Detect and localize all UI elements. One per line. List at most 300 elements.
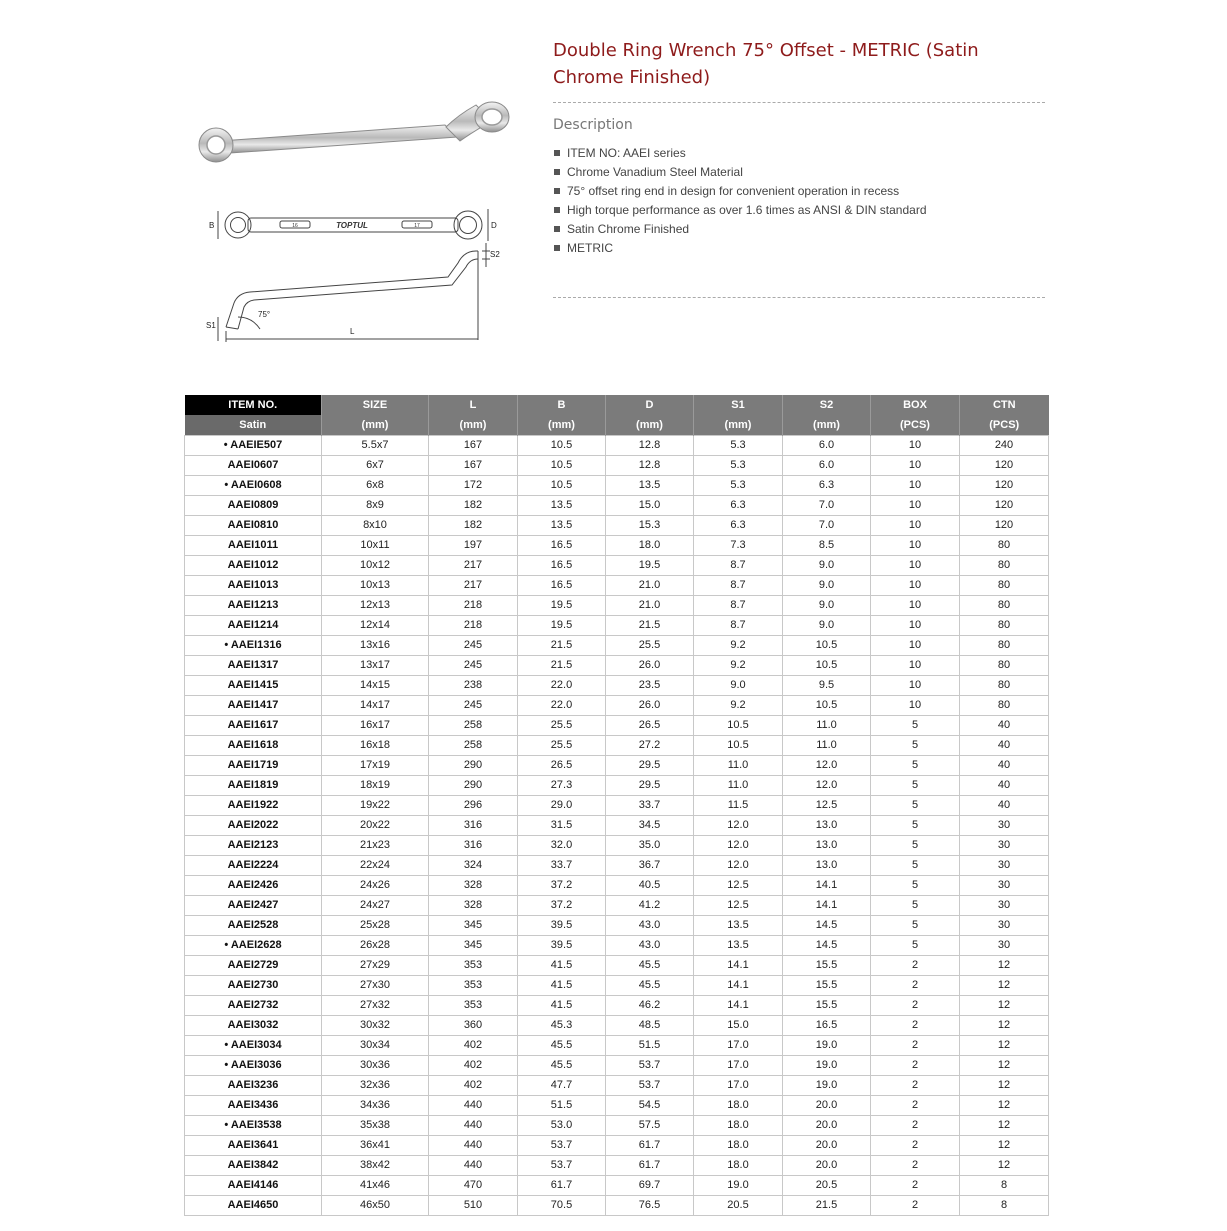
table-cell: 19.0 bbox=[783, 1056, 871, 1076]
table-cell: 34.5 bbox=[606, 816, 694, 836]
item-number-cell: AAEI1617 bbox=[185, 716, 322, 736]
item-number-cell: AAEI2022 bbox=[185, 816, 322, 836]
column-header: L bbox=[429, 395, 518, 415]
item-number-cell: AAEI1013 bbox=[185, 576, 322, 596]
table-cell: 16x18 bbox=[322, 736, 429, 756]
table-cell: 20.5 bbox=[694, 1196, 783, 1216]
item-number-cell: • AAEI2628 bbox=[185, 936, 322, 956]
table-cell: 2 bbox=[871, 1056, 960, 1076]
table-cell: 30 bbox=[960, 916, 1049, 936]
table-cell: 40 bbox=[960, 736, 1049, 756]
table-row bbox=[185, 736, 1049, 756]
table-cell: 14x15 bbox=[322, 676, 429, 696]
table-cell: 33.7 bbox=[518, 856, 606, 876]
table-cell: 245 bbox=[429, 696, 518, 716]
table-cell: 12 bbox=[960, 1096, 1049, 1116]
table-cell: 2 bbox=[871, 1016, 960, 1036]
table-cell: 12x13 bbox=[322, 596, 429, 616]
table-cell: 5.3 bbox=[694, 476, 783, 496]
table-cell: 40 bbox=[960, 716, 1049, 736]
table-cell: 25x28 bbox=[322, 916, 429, 936]
item-number-cell: AAEI1719 bbox=[185, 756, 322, 776]
table-cell: 80 bbox=[960, 596, 1049, 616]
table-cell: 14.1 bbox=[694, 996, 783, 1016]
description-text: METRIC bbox=[567, 241, 613, 255]
table-cell: 14.5 bbox=[783, 916, 871, 936]
table-cell: 12 bbox=[960, 996, 1049, 1016]
table-cell: 38x42 bbox=[322, 1156, 429, 1176]
table-cell: 9.0 bbox=[783, 596, 871, 616]
table-cell: 27x30 bbox=[322, 976, 429, 996]
table-cell: 10 bbox=[871, 456, 960, 476]
column-unit: (mm) bbox=[783, 415, 871, 436]
table-cell: 20.0 bbox=[783, 1156, 871, 1176]
table-cell: 80 bbox=[960, 636, 1049, 656]
table-cell: 402 bbox=[429, 1076, 518, 1096]
table-cell: 13.5 bbox=[518, 516, 606, 536]
table-row bbox=[185, 1156, 1049, 1176]
table-cell: 45.5 bbox=[518, 1036, 606, 1056]
table-cell: 316 bbox=[429, 836, 518, 856]
table-cell: 402 bbox=[429, 1036, 518, 1056]
table-cell: 13.0 bbox=[783, 856, 871, 876]
table-cell: 10.5 bbox=[694, 716, 783, 736]
table-cell: 80 bbox=[960, 656, 1049, 676]
table-cell: 18.0 bbox=[694, 1156, 783, 1176]
item-number-cell: AAEI1011 bbox=[185, 536, 322, 556]
item-number-cell: AAEI3032 bbox=[185, 1016, 322, 1036]
table-cell: 10 bbox=[871, 636, 960, 656]
table-cell: 345 bbox=[429, 936, 518, 956]
table-cell: 217 bbox=[429, 576, 518, 596]
column-unit: (mm) bbox=[518, 415, 606, 436]
table-cell: 11.0 bbox=[783, 736, 871, 756]
table-cell: 36x41 bbox=[322, 1136, 429, 1156]
square-bullet-icon bbox=[554, 188, 560, 194]
column-unit: (mm) bbox=[606, 415, 694, 436]
table-cell: 27x32 bbox=[322, 996, 429, 1016]
table-cell: 13.0 bbox=[783, 836, 871, 856]
table-cell: 2 bbox=[871, 956, 960, 976]
table-cell: 17.0 bbox=[694, 1036, 783, 1056]
table-cell: 47.7 bbox=[518, 1076, 606, 1096]
table-cell: 29.5 bbox=[606, 756, 694, 776]
description-item bbox=[553, 239, 927, 258]
table-cell: 41.5 bbox=[518, 996, 606, 1016]
table-cell: 51.5 bbox=[606, 1036, 694, 1056]
table-cell: 25.5 bbox=[518, 736, 606, 756]
item-number-cell: AAEI1922 bbox=[185, 796, 322, 816]
label-b: B bbox=[209, 221, 215, 230]
table-cell: 6.0 bbox=[783, 456, 871, 476]
table-cell: 10 bbox=[871, 536, 960, 556]
description-text: 75° offset ring end in design for convenient operation in recess bbox=[567, 184, 900, 198]
table-cell: 16.5 bbox=[518, 536, 606, 556]
table-cell: 10 bbox=[871, 516, 960, 536]
table-cell: 13.5 bbox=[606, 476, 694, 496]
diagram-right-size: 17 bbox=[414, 223, 420, 229]
table-cell: 10 bbox=[871, 556, 960, 576]
description-item bbox=[553, 163, 927, 182]
spec-table bbox=[184, 395, 1049, 1216]
table-cell: 172 bbox=[429, 476, 518, 496]
table-row bbox=[185, 1056, 1049, 1076]
table-cell: 12 bbox=[960, 1116, 1049, 1136]
table-row bbox=[185, 936, 1049, 956]
table-row bbox=[185, 876, 1049, 896]
item-number-cell: AAEI2426 bbox=[185, 876, 322, 896]
table-cell: 9.0 bbox=[694, 676, 783, 696]
table-cell: 26.0 bbox=[606, 696, 694, 716]
product-title: Double Ring Wrench 75° Offset - METRIC (Satin Chrome Finished) bbox=[553, 40, 979, 88]
table-cell: 353 bbox=[429, 976, 518, 996]
table-cell: 8.5 bbox=[783, 536, 871, 556]
table-cell: 33.7 bbox=[606, 796, 694, 816]
table-cell: 12.0 bbox=[783, 756, 871, 776]
wrench-photo bbox=[199, 102, 509, 162]
table-cell: 15.3 bbox=[606, 516, 694, 536]
table-cell: 31.5 bbox=[518, 816, 606, 836]
table-cell: 5 bbox=[871, 796, 960, 816]
table-cell: 21.5 bbox=[518, 656, 606, 676]
table-cell: 360 bbox=[429, 1016, 518, 1036]
divider bbox=[553, 297, 1045, 298]
table-cell: 18.0 bbox=[694, 1116, 783, 1136]
table-row bbox=[185, 496, 1049, 516]
square-bullet-icon bbox=[554, 245, 560, 251]
table-cell: 10x12 bbox=[322, 556, 429, 576]
divider bbox=[553, 102, 1045, 103]
table-cell: 21.0 bbox=[606, 596, 694, 616]
table-cell: 51.5 bbox=[518, 1096, 606, 1116]
table-cell: 20.0 bbox=[783, 1116, 871, 1136]
item-number-cell: AAEI3641 bbox=[185, 1136, 322, 1156]
description-heading: Description bbox=[553, 117, 633, 133]
description-item bbox=[553, 201, 927, 220]
table-cell: 218 bbox=[429, 616, 518, 636]
table-cell: 19.5 bbox=[606, 556, 694, 576]
table-cell: 30 bbox=[960, 856, 1049, 876]
table-cell: 8 bbox=[960, 1196, 1049, 1216]
table-cell: 10 bbox=[871, 676, 960, 696]
table-cell: 167 bbox=[429, 456, 518, 476]
table-cell: 7.3 bbox=[694, 536, 783, 556]
table-cell: 21.0 bbox=[606, 576, 694, 596]
item-number-cell: AAEI2730 bbox=[185, 976, 322, 996]
table-cell: 5 bbox=[871, 896, 960, 916]
description-list bbox=[553, 144, 927, 258]
table-row bbox=[185, 1196, 1049, 1216]
table-cell: 15.5 bbox=[783, 956, 871, 976]
table-cell: 353 bbox=[429, 996, 518, 1016]
subheader-row bbox=[185, 415, 1049, 436]
table-cell: 30 bbox=[960, 896, 1049, 916]
table-cell: 10.5 bbox=[783, 656, 871, 676]
table-cell: 20.0 bbox=[783, 1096, 871, 1116]
table-cell: 14x17 bbox=[322, 696, 429, 716]
table-cell: 10.5 bbox=[694, 736, 783, 756]
table-cell: 39.5 bbox=[518, 916, 606, 936]
table-cell: 36.7 bbox=[606, 856, 694, 876]
table-cell: 30x34 bbox=[322, 1036, 429, 1056]
table-row bbox=[185, 576, 1049, 596]
table-cell: 2 bbox=[871, 1116, 960, 1136]
table-cell: 21.5 bbox=[783, 1196, 871, 1216]
table-cell: 9.0 bbox=[783, 616, 871, 636]
table-row bbox=[185, 636, 1049, 656]
diagram-left-size: 16 bbox=[292, 223, 298, 229]
table-cell: 17.0 bbox=[694, 1076, 783, 1096]
description-item bbox=[553, 144, 927, 163]
table-cell: 10.5 bbox=[518, 456, 606, 476]
table-cell: 54.5 bbox=[606, 1096, 694, 1116]
table-cell: 30x36 bbox=[322, 1056, 429, 1076]
table-cell: 218 bbox=[429, 596, 518, 616]
table-cell: 12.0 bbox=[694, 836, 783, 856]
item-number-cell: • AAEI3538 bbox=[185, 1116, 322, 1136]
table-cell: 37.2 bbox=[518, 876, 606, 896]
column-header: BOX bbox=[871, 395, 960, 415]
table-row bbox=[185, 956, 1049, 976]
table-cell: 14.1 bbox=[694, 956, 783, 976]
table-cell: 18.0 bbox=[694, 1136, 783, 1156]
table-cell: 53.0 bbox=[518, 1116, 606, 1136]
table-cell: 345 bbox=[429, 916, 518, 936]
table-cell: 296 bbox=[429, 796, 518, 816]
table-cell: 10 bbox=[871, 696, 960, 716]
table-cell: 22x24 bbox=[322, 856, 429, 876]
item-number-cell: AAEI1618 bbox=[185, 736, 322, 756]
item-number-cell: AAEI0607 bbox=[185, 456, 322, 476]
table-cell: 24x26 bbox=[322, 876, 429, 896]
description-item bbox=[553, 182, 927, 201]
table-cell: 17x19 bbox=[322, 756, 429, 776]
table-cell: 10.5 bbox=[518, 436, 606, 456]
table-cell: 328 bbox=[429, 876, 518, 896]
description-item bbox=[553, 220, 927, 239]
table-cell: 12 bbox=[960, 1056, 1049, 1076]
table-cell: 14.1 bbox=[783, 896, 871, 916]
table-cell: 34x36 bbox=[322, 1096, 429, 1116]
table-cell: 37.2 bbox=[518, 896, 606, 916]
table-cell: 40.5 bbox=[606, 876, 694, 896]
table-cell: 12.8 bbox=[606, 436, 694, 456]
table-cell: 2 bbox=[871, 1076, 960, 1096]
table-cell: 45.5 bbox=[518, 1056, 606, 1076]
table-cell: 80 bbox=[960, 536, 1049, 556]
table-cell: 2 bbox=[871, 1096, 960, 1116]
item-number-cell: • AAEI3036 bbox=[185, 1056, 322, 1076]
table-cell: 6x8 bbox=[322, 476, 429, 496]
table-cell: 12.5 bbox=[694, 896, 783, 916]
item-number-cell: AAEI4650 bbox=[185, 1196, 322, 1216]
column-unit: (mm) bbox=[322, 415, 429, 436]
table-cell: 8.7 bbox=[694, 556, 783, 576]
table-cell: 9.2 bbox=[694, 696, 783, 716]
table-cell: 69.7 bbox=[606, 1176, 694, 1196]
table-row bbox=[185, 816, 1049, 836]
table-cell: 10 bbox=[871, 596, 960, 616]
table-cell: 12 bbox=[960, 976, 1049, 996]
table-cell: 80 bbox=[960, 616, 1049, 636]
label-s1: S1 bbox=[206, 321, 216, 330]
table-cell: 41.5 bbox=[518, 976, 606, 996]
item-number-cell: AAEI3436 bbox=[185, 1096, 322, 1116]
table-row bbox=[185, 1176, 1049, 1196]
table-cell: 245 bbox=[429, 636, 518, 656]
table-cell: 35x38 bbox=[322, 1116, 429, 1136]
table-cell: 10 bbox=[871, 496, 960, 516]
column-unit: (PCS) bbox=[960, 415, 1049, 436]
table-cell: 41.2 bbox=[606, 896, 694, 916]
table-cell: 29.5 bbox=[606, 776, 694, 796]
table-cell: 9.0 bbox=[783, 556, 871, 576]
table-cell: 258 bbox=[429, 716, 518, 736]
table-cell: 16.5 bbox=[518, 556, 606, 576]
table-cell: 15.0 bbox=[694, 1016, 783, 1036]
table-cell: 39.5 bbox=[518, 936, 606, 956]
table-row bbox=[185, 656, 1049, 676]
description-text: Chrome Vanadium Steel Material bbox=[567, 165, 743, 179]
table-cell: 30 bbox=[960, 936, 1049, 956]
item-number-cell: AAEI1012 bbox=[185, 556, 322, 576]
item-number-cell: AAEI2729 bbox=[185, 956, 322, 976]
table-cell: 40 bbox=[960, 776, 1049, 796]
table-row bbox=[185, 996, 1049, 1016]
item-number-cell: • AAEIE507 bbox=[185, 436, 322, 456]
table-cell: 48.5 bbox=[606, 1016, 694, 1036]
table-cell: 440 bbox=[429, 1116, 518, 1136]
table-cell: 16.5 bbox=[783, 1016, 871, 1036]
table-cell: 19.0 bbox=[694, 1176, 783, 1196]
table-row bbox=[185, 896, 1049, 916]
table-row bbox=[185, 476, 1049, 496]
table-cell: 2 bbox=[871, 996, 960, 1016]
table-cell: 53.7 bbox=[606, 1056, 694, 1076]
table-cell: 40 bbox=[960, 756, 1049, 776]
table-cell: 45.5 bbox=[606, 956, 694, 976]
item-number-cell: AAEI2427 bbox=[185, 896, 322, 916]
item-number-cell: AAEI1417 bbox=[185, 696, 322, 716]
table-cell: 167 bbox=[429, 436, 518, 456]
item-number-cell: AAEI2528 bbox=[185, 916, 322, 936]
table-cell: 25.5 bbox=[606, 636, 694, 656]
table-cell: 20.5 bbox=[783, 1176, 871, 1196]
column-header: D bbox=[606, 395, 694, 415]
table-cell: 80 bbox=[960, 556, 1049, 576]
table-cell: 19.5 bbox=[518, 596, 606, 616]
item-number-cell: AAEI2123 bbox=[185, 836, 322, 856]
square-bullet-icon bbox=[554, 150, 560, 156]
column-header: SIZE bbox=[322, 395, 429, 415]
table-cell: 12 bbox=[960, 1016, 1049, 1036]
table-row bbox=[185, 456, 1049, 476]
table-cell: 2 bbox=[871, 1196, 960, 1216]
table-cell: 26.5 bbox=[606, 716, 694, 736]
table-cell: 61.7 bbox=[518, 1176, 606, 1196]
table-cell: 30 bbox=[960, 876, 1049, 896]
table-cell: 11.0 bbox=[694, 756, 783, 776]
table-row bbox=[185, 1136, 1049, 1156]
table-cell: 7.0 bbox=[783, 496, 871, 516]
table-cell: 12.0 bbox=[694, 816, 783, 836]
table-cell: 41.5 bbox=[518, 956, 606, 976]
item-number-cell: AAEI1214 bbox=[185, 616, 322, 636]
table-cell: 5 bbox=[871, 856, 960, 876]
table-cell: 2 bbox=[871, 1136, 960, 1156]
table-cell: 45.5 bbox=[606, 976, 694, 996]
table-cell: 9.0 bbox=[783, 576, 871, 596]
table-row bbox=[185, 1116, 1049, 1136]
table-cell: 5 bbox=[871, 836, 960, 856]
item-number-cell: AAEI1415 bbox=[185, 676, 322, 696]
table-row bbox=[185, 616, 1049, 636]
table-cell: 24x27 bbox=[322, 896, 429, 916]
table-cell: 2 bbox=[871, 1156, 960, 1176]
table-cell: 7.0 bbox=[783, 516, 871, 536]
table-row bbox=[185, 716, 1049, 736]
table-cell: 13.0 bbox=[783, 816, 871, 836]
column-unit: Satin bbox=[185, 415, 322, 436]
table-row bbox=[185, 536, 1049, 556]
table-cell: 10x13 bbox=[322, 576, 429, 596]
table-cell: 21.5 bbox=[518, 636, 606, 656]
table-cell: 15.0 bbox=[606, 496, 694, 516]
table-cell: 45.3 bbox=[518, 1016, 606, 1036]
table-row bbox=[185, 1076, 1049, 1096]
table-cell: 8.7 bbox=[694, 616, 783, 636]
table-cell: 30 bbox=[960, 836, 1049, 856]
table-cell: 16.5 bbox=[518, 576, 606, 596]
table-cell: 18.0 bbox=[606, 536, 694, 556]
table-cell: 290 bbox=[429, 756, 518, 776]
table-row bbox=[185, 696, 1049, 716]
table-cell: 9.2 bbox=[694, 636, 783, 656]
table-cell: 353 bbox=[429, 956, 518, 976]
table-cell: 120 bbox=[960, 476, 1049, 496]
table-cell: 57.5 bbox=[606, 1116, 694, 1136]
table-cell: 402 bbox=[429, 1056, 518, 1076]
table-cell: 120 bbox=[960, 516, 1049, 536]
table-cell: 120 bbox=[960, 496, 1049, 516]
table-cell: 14.5 bbox=[783, 936, 871, 956]
table-row bbox=[185, 436, 1049, 456]
table-row bbox=[185, 1016, 1049, 1036]
label-d: D bbox=[491, 221, 497, 230]
table-cell: 316 bbox=[429, 816, 518, 836]
table-cell: 6.3 bbox=[694, 496, 783, 516]
table-cell: 120 bbox=[960, 456, 1049, 476]
table-cell: 8 bbox=[960, 1176, 1049, 1196]
table-cell: 22.0 bbox=[518, 676, 606, 696]
table-cell: 19.0 bbox=[783, 1076, 871, 1096]
table-cell: 12 bbox=[960, 1156, 1049, 1176]
table-cell: 12 bbox=[960, 1076, 1049, 1096]
table-row bbox=[185, 1096, 1049, 1116]
table-cell: 5 bbox=[871, 816, 960, 836]
table-cell: 12 bbox=[960, 956, 1049, 976]
table-cell: 53.7 bbox=[518, 1156, 606, 1176]
table-cell: 27.3 bbox=[518, 776, 606, 796]
table-cell: 12 bbox=[960, 1136, 1049, 1156]
table-cell: 6.0 bbox=[783, 436, 871, 456]
item-number-cell: AAEI0810 bbox=[185, 516, 322, 536]
label-angle: 75° bbox=[258, 310, 271, 319]
table-row bbox=[185, 676, 1049, 696]
table-cell: 23.5 bbox=[606, 676, 694, 696]
column-header: S1 bbox=[694, 395, 783, 415]
table-cell: 43.0 bbox=[606, 936, 694, 956]
